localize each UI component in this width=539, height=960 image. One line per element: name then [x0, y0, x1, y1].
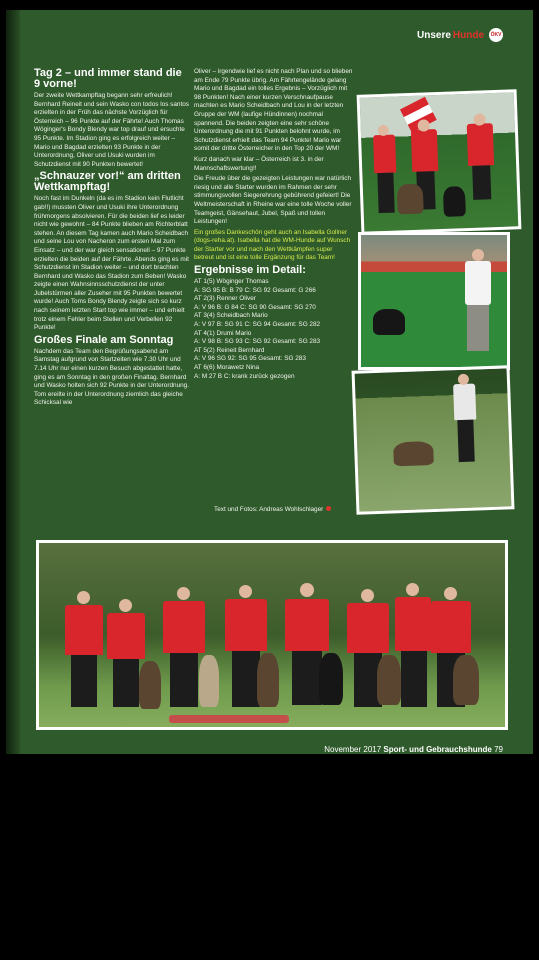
heading-finale: Großes Finale am Sonntag [34, 333, 174, 346]
article-column-left [34, 68, 190, 410]
result-line: AT 2(3) Renner Oliver [194, 295, 256, 303]
bullet-icon [326, 506, 331, 511]
brand-part2: Hunde [452, 29, 484, 41]
thanks-highlight: Ein großes Dankeschön geht auch an Isabella Gollner (dogs-reha.at). Isabella hat die WM-Hunde auf Wunsch der Starter vor und nach den Wettkämpfen super betreut und ist eine tolle Ergänzung für das Team! [194, 228, 351, 262]
paragraph-finale: Nachdem das Team den Begrüßungsabend am Samstag aufgrund von Startzeiten wie 7.30 Uhr und 7.14 Uhr nur einen kurzen Besuch abgestattet hatte, ging es am Sonntag in den großen Finaltag. Bernhard und Wasko holten sich 92 Punkte in der Unterordnung. Tom ereilte in der Unterordnung ziemlich das gleiche Schicksal wie [34, 347, 190, 407]
heading-tag2: Tag 2 – und immer stand die 9 vorne! [34, 67, 182, 90]
heading-schnauzer: „Schnauzer vor!“ am dritten Wettkampftag! [34, 170, 181, 194]
result-line: AT 4(1) Drumi Mario [194, 329, 252, 337]
paragraph-team-rank: Kurz danach war klar – Österreich ist 3. in der Mannschaftswertung!! [194, 155, 324, 172]
paragraph-tag2: Der zweite Wettkampftag begann sehr erfreulich! Bernhard Reineit und sein Wasko con todos los santos erzielten in der Früh das nächste Vorzüglich für Österreich – 96 Punkte auf der Fährte! Auch Thomas Wöginger's Bondy Blendy war top drauf und ersuchte 95 Punkte. Im Stadion ging es erfolgreich weiter – Mario und Bagdad erzielten 93 Punkte in der Unterordnung, Oliver und Usuki wurden im Schutzdienst mit 90 Punkten bewertet! [34, 92, 190, 168]
page-footer [324, 745, 503, 754]
result-line: A: SG 95 B: B 79 C: SG 92 Gesamt: G 266 [194, 286, 316, 294]
paragraph-schnauzer: Noch fast im Dunkeln (da es im Stadion kein Flutlicht gab!!) mussten Oliver und Usuki ihre Unterordnung frühmorgens absolvieren. Für die beiden lief es leider nicht wie gewohnt – 84 Punkte blieben am Richterblatt stehen. An diesem Tag kamen auch Mario Scheidbach und seine Lou von Nacheron zum ersten Mal zum Einsatz – und der war gleich sensationell – 97 Punkte erzielten die beiden auf der Fährte. Abends ging es mit Schutzdienst im Stadion weiter – und dort brachten Bernhard und Wasko das Stadion zum Beben! Wasko zeigte einen Wahnsinnsschutzdienst der unter Jubelstürmen aller Zuseher mit 95 Punkten bewertet wurde! Auch Toms Bondy Blendy zeigte sich so kurz nach seinem letzten Start top wie immer – und erhielt trotz einem Fehler beim Stellen und Verbellen 92 Punkte! [34, 195, 189, 332]
article-column-middle [194, 68, 354, 381]
result-line: AT 5(2) Reineit Bernhard [194, 346, 265, 354]
heading-results: Ergebnisse im Detail: [194, 264, 306, 277]
results-list [194, 278, 354, 381]
result-line: A: V 98 B: SG 93 C: SG 92 Gesamt: SG 283 [194, 338, 321, 346]
footer-date: November 2017 [324, 745, 382, 754]
page-gutter [6, 10, 20, 754]
brand-part1: Unsere [416, 29, 451, 41]
result-line: AT 1(5) Wöginger Thomas [194, 278, 269, 286]
result-line: A: V 96 SG 92: SG 95 Gesamt: SG 283 [194, 355, 306, 363]
paragraph-celebration: Die Freude über die gezeigten Leistungen war natürlich riesig und alle Starter wurden im Rahmen der sehr stimmungsvollen Siegerehrung gebührend gefeiert! Die Weltmeisterschaft in Rheine war eine tolle Woche voller Teamgeist, Gänsehaut, Jubel, Spaß und tollen Leistungen! [194, 175, 352, 226]
result-line: AT 6(6) Morawetz Nina [194, 364, 260, 371]
result-line: AT 3(4) Scheidbach Mario [194, 312, 268, 320]
result-line: A: M 27 B C: krank zurück gezogen [194, 372, 295, 380]
footer-page-number: 79 [494, 745, 503, 754]
okv-logo-icon: ÖKV [489, 28, 503, 42]
paragraph-oliver: Oliver – irgendwie lief es nicht nach Plan und so blieben am Ende 79 Punkte übrig. Am Fährtengelände gelang Mario und Bagdad ein tolles Ergebnis – Vorzüglich mit 98 Punkten! Nach einer kurzen Verschnaufpause machten es Mario Scheidbach und Lou in der letzten Gruppe der WM (laufige Hündinnen) nochmal spannend. Die beiden zeigten eine sehr schöne Unterordnung die mit 91 Punkten belohnt wurde, im Schutzdienst erhielt das Team 94 Punkte! Mario war somit der dritte Österreicher in den Top 20 der WM! [194, 68, 353, 153]
photo-stadium-dog [358, 232, 510, 370]
photo-credit: Text und Fotos: Andreas Wohlschlager [214, 506, 331, 513]
magazine-page [6, 10, 533, 754]
result-line: A: V 96 B: G 84 C: SG 90 Gesamt: SG 270 [194, 303, 316, 311]
photo-team-flag [357, 89, 522, 234]
photo-team-group [36, 540, 508, 730]
photo-tracking-field [352, 365, 515, 514]
footer-magazine: Sport- und Gebrauchshunde [383, 745, 492, 754]
brand-header [417, 28, 503, 42]
result-line: A: V 97 B: SG 91 C: SG 94 Gesamt: SG 282 [194, 321, 321, 329]
